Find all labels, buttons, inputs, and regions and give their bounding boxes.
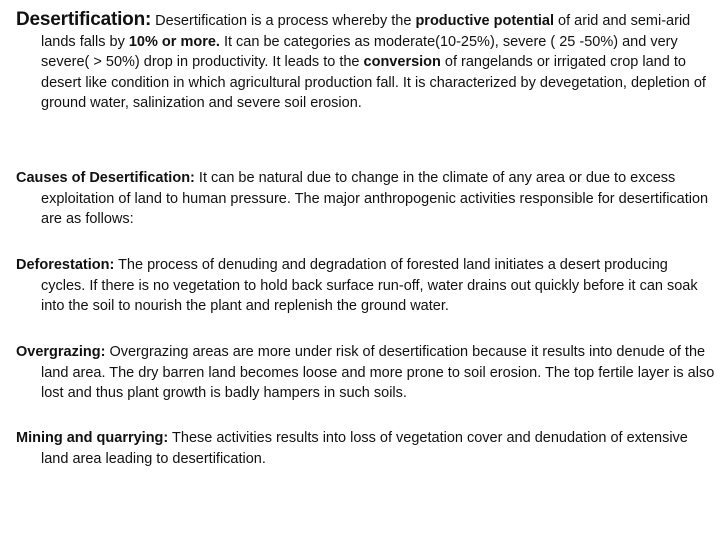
mining-heading: Mining and quarrying: <box>16 430 169 446</box>
mining-text: These activities results into loss of vegetation cover and denudation of extensive land area leading to desertification. <box>41 430 688 467</box>
overgrazing-text: Overgrazing areas are more under risk of desertification because it results into denude of the land area. The dry barren land becomes loose and more prone to soil erosion. The top fertile layer is also lost and thus plant growth is badly hampers in such soils. <box>41 344 715 401</box>
intro-text-1: Desertification is a process whereby the <box>151 13 416 29</box>
deforestation-paragraph <box>16 255 716 317</box>
intro-text-3: It can be categories as moderate(10-25%), severe ( 25 -50%) and very severe( > 50%) drop in productivity. It leads to the <box>41 33 678 70</box>
causes-text: It can be natural due to change in the climate of any area or due to excess exploitation of land to human pressure. The major anthropogenic activities responsible for desertification are as follows: <box>41 170 709 227</box>
intro-text-4: of rangelands or irrigated crop land to desert like condition in which agricultural production fall. It is characterized by devegetation, depletion of ground water, salinization and severe soil erosion. <box>41 54 706 111</box>
desertification-heading: Desertification: <box>16 9 152 30</box>
deforestation-heading: Deforestation: <box>16 257 115 273</box>
causes-paragraph <box>16 168 716 230</box>
overgrazing-paragraph <box>16 342 716 404</box>
intro-text-2: of arid and semi-arid lands falls by <box>41 13 691 50</box>
intro-bold-productive-potential: productive potential <box>415 13 555 29</box>
intro-bold-ten-percent: 10% or more. <box>128 33 220 50</box>
desertification-definition-paragraph <box>16 10 716 114</box>
overgrazing-heading: Overgrazing: <box>16 344 106 360</box>
causes-heading: Causes of Desertification: <box>16 170 195 186</box>
deforestation-text: The process of denuding and degradation of forested land initiates a desert producing cycles. If there is no vegetation to hold back surface run-off, water drains out quickly before it can soak into the soil to nourish the plant and replenish the ground water. <box>41 257 698 314</box>
mining-paragraph <box>16 428 716 469</box>
intro-bold-conversion: conversion <box>363 54 441 70</box>
